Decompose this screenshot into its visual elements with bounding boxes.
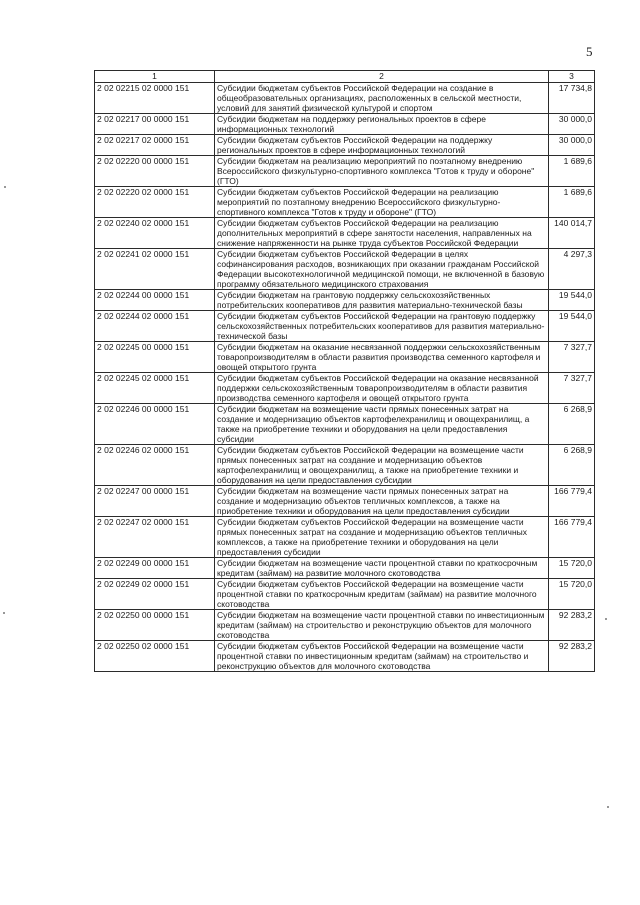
table-row bbox=[95, 290, 595, 311]
table-row bbox=[95, 610, 595, 641]
table-row bbox=[95, 404, 595, 445]
scan-speck bbox=[3, 612, 5, 614]
row-amount: 6 268,9 bbox=[549, 445, 595, 486]
row-amount: 7 327,7 bbox=[549, 342, 595, 373]
budget-code: 2 02 02217 00 0000 151 bbox=[95, 114, 215, 135]
budget-code: 2 02 02244 02 0000 151 bbox=[95, 311, 215, 342]
row-amount: 7 327,7 bbox=[549, 373, 595, 404]
row-amount: 30 000,0 bbox=[549, 135, 595, 156]
table-body bbox=[95, 83, 595, 672]
budget-code: 2 02 02246 00 0000 151 bbox=[95, 404, 215, 445]
row-amount: 92 283,2 bbox=[549, 610, 595, 641]
row-description: Субсидии бюджетам субъектов Российской Федерации на реализацию мероприятий по поэтапному внедрению Всероссийского физкультурно-спортивного комплекса "Готов к труду и обороне" (ГТО) bbox=[215, 187, 549, 218]
row-description: Субсидии бюджетам на оказание несвязанной поддержки сельскохозяйственным товаропроизводителям в области развития производства семенного картофеля и овощей открытого грунта bbox=[215, 342, 549, 373]
row-description: Субсидии бюджетам субъектов Российской Федерации на возмещение части процентной ставки по краткосрочным кредитам (займам) на развитие молочного скотоводства bbox=[215, 579, 549, 610]
table-row bbox=[95, 311, 595, 342]
table-row bbox=[95, 641, 595, 672]
table-row bbox=[95, 114, 595, 135]
budget-code: 2 02 02250 00 0000 151 bbox=[95, 610, 215, 641]
budget-code: 2 02 02245 00 0000 151 bbox=[95, 342, 215, 373]
row-amount: 19 544,0 bbox=[549, 311, 595, 342]
row-amount: 1 689,6 bbox=[549, 187, 595, 218]
header-row bbox=[95, 71, 595, 83]
row-description: Субсидии бюджетам на реализацию мероприятий по поэтапному внедрению Всероссийского физкультурно-спортивного комплекса "Готов к труду и обороне" (ГТО) bbox=[215, 156, 549, 187]
scan-speck bbox=[607, 806, 609, 808]
budget-code: 2 02 02217 02 0000 151 bbox=[95, 135, 215, 156]
table-row bbox=[95, 486, 595, 517]
row-amount: 19 544,0 bbox=[549, 290, 595, 311]
row-amount: 15 720,0 bbox=[549, 579, 595, 610]
row-description: Субсидии бюджетам субъектов Российской Федерации на поддержку региональных проектов в сфере информационных технологий bbox=[215, 135, 549, 156]
row-description: Субсидии бюджетам субъектов Российской Федерации на создание в общеобразовательных организациях, расположенных в сельской местности, условий для занятий физической культурой и спортом bbox=[215, 83, 549, 114]
row-amount: 1 689,6 bbox=[549, 156, 595, 187]
row-amount: 4 297,3 bbox=[549, 249, 595, 290]
header-col-2: 2 bbox=[215, 71, 549, 83]
budget-code: 2 02 02215 02 0000 151 bbox=[95, 83, 215, 114]
row-description: Субсидии бюджетам на возмещение части прямых понесенных затрат на создание и модернизацию объектов картофелехранилищ и овощехранилищ, а также на приобретение техники и оборудования на цели предоставления субсидии bbox=[215, 404, 549, 445]
scan-speck bbox=[605, 618, 607, 620]
budget-code: 2 02 02240 02 0000 151 bbox=[95, 218, 215, 249]
table-row bbox=[95, 83, 595, 114]
table-row bbox=[95, 579, 595, 610]
header-col-3: 3 bbox=[549, 71, 595, 83]
budget-code: 2 02 02245 02 0000 151 bbox=[95, 373, 215, 404]
table-row bbox=[95, 342, 595, 373]
budget-code: 2 02 02246 02 0000 151 bbox=[95, 445, 215, 486]
row-amount: 166 779,4 bbox=[549, 517, 595, 558]
table-row bbox=[95, 187, 595, 218]
table-row bbox=[95, 218, 595, 249]
row-amount: 140 014,7 bbox=[549, 218, 595, 249]
budget-code: 2 02 02220 00 0000 151 bbox=[95, 156, 215, 187]
table-row bbox=[95, 373, 595, 404]
budget-code: 2 02 02244 00 0000 151 bbox=[95, 290, 215, 311]
scan-speck bbox=[4, 186, 6, 188]
row-description: Субсидии бюджетам на поддержку региональных проектов в сфере информационных технологий bbox=[215, 114, 549, 135]
row-amount: 30 000,0 bbox=[549, 114, 595, 135]
row-description: Субсидии бюджетам субъектов Российской Федерации в целях софинансирования расходов, возникающих при оказании гражданам Российской Федерации высокотехнологичной медицинской помощи, не включенной в базовую программу обязательного медицинского страхования bbox=[215, 249, 549, 290]
table-row bbox=[95, 445, 595, 486]
budget-code: 2 02 02250 02 0000 151 bbox=[95, 641, 215, 672]
table-row bbox=[95, 517, 595, 558]
table-row bbox=[95, 156, 595, 187]
table-row bbox=[95, 249, 595, 290]
budget-code: 2 02 02220 02 0000 151 bbox=[95, 187, 215, 218]
table-header bbox=[95, 71, 595, 83]
header-col-1: 1 bbox=[95, 71, 215, 83]
budget-code: 2 02 02247 00 0000 151 bbox=[95, 486, 215, 517]
row-amount: 15 720,0 bbox=[549, 558, 595, 579]
row-description: Субсидии бюджетам на грантовую поддержку сельскохозяйственных потребительских кооперативов для развития материально-технической базы bbox=[215, 290, 549, 311]
budget-code: 2 02 02249 00 0000 151 bbox=[95, 558, 215, 579]
table-row bbox=[95, 135, 595, 156]
row-amount: 166 779,4 bbox=[549, 486, 595, 517]
budget-code: 2 02 02247 02 0000 151 bbox=[95, 517, 215, 558]
row-description: Субсидии бюджетам субъектов Российской Федерации на оказание несвязанной поддержки сельскохозяйственным товаропроизводителям в области развития производства семенного картофеля и овощей открытого грунта bbox=[215, 373, 549, 404]
row-description: Субсидии бюджетам субъектов Российской Федерации на возмещение части процентной ставки по инвестиционным кредитам (займам) на строительство и реконструкцию объектов для молочного скотоводства bbox=[215, 641, 549, 672]
row-description: Субсидии бюджетам на возмещение части процентной ставки по краткосрочным кредитам (займам) на развитие молочного скотоводства bbox=[215, 558, 549, 579]
row-description: Субсидии бюджетам на возмещение части процентной ставки по инвестиционным кредитам (займам) на строительство и реконструкцию объектов для молочного скотоводства bbox=[215, 610, 549, 641]
budget-code: 2 02 02249 02 0000 151 bbox=[95, 579, 215, 610]
budget-code: 2 02 02241 02 0000 151 bbox=[95, 249, 215, 290]
row-amount: 92 283,2 bbox=[549, 641, 595, 672]
row-description: Субсидии бюджетам субъектов Российской Федерации на возмещение части прямых понесенных затрат на создание и модернизацию объектов картофелехранилищ и овощехранилищ, а также на приобретение техники и оборудования на цели предоставления субсидии bbox=[215, 445, 549, 486]
row-amount: 17 734,8 bbox=[549, 83, 595, 114]
row-description: Субсидии бюджетам субъектов Российской Федерации на грантовую поддержку сельскохозяйственных потребительских кооперативов для развития материально-технической базы bbox=[215, 311, 549, 342]
row-description: Субсидии бюджетам субъектов Российской Федерации на реализацию дополнительных мероприятий в сфере занятости населения, направленных на снижение напряженности на рынке труда субъектов Российской Федерации bbox=[215, 218, 549, 249]
row-description: Субсидии бюджетам субъектов Российской Федерации на возмещение части прямых понесенных затрат на создание и модернизацию объектов тепличных комплексов, а также на приобретение техники и оборудования на цели предоставления субсидии bbox=[215, 517, 549, 558]
page-number: 5 bbox=[586, 44, 593, 59]
budget-table bbox=[94, 70, 595, 672]
row-amount: 6 268,9 bbox=[549, 404, 595, 445]
table-row bbox=[95, 558, 595, 579]
row-description: Субсидии бюджетам на возмещение части прямых понесенных затрат на создание и модернизацию объектов тепличных комплексов, а также на приобретение техники и оборудования на цели предоставления субсидии bbox=[215, 486, 549, 517]
